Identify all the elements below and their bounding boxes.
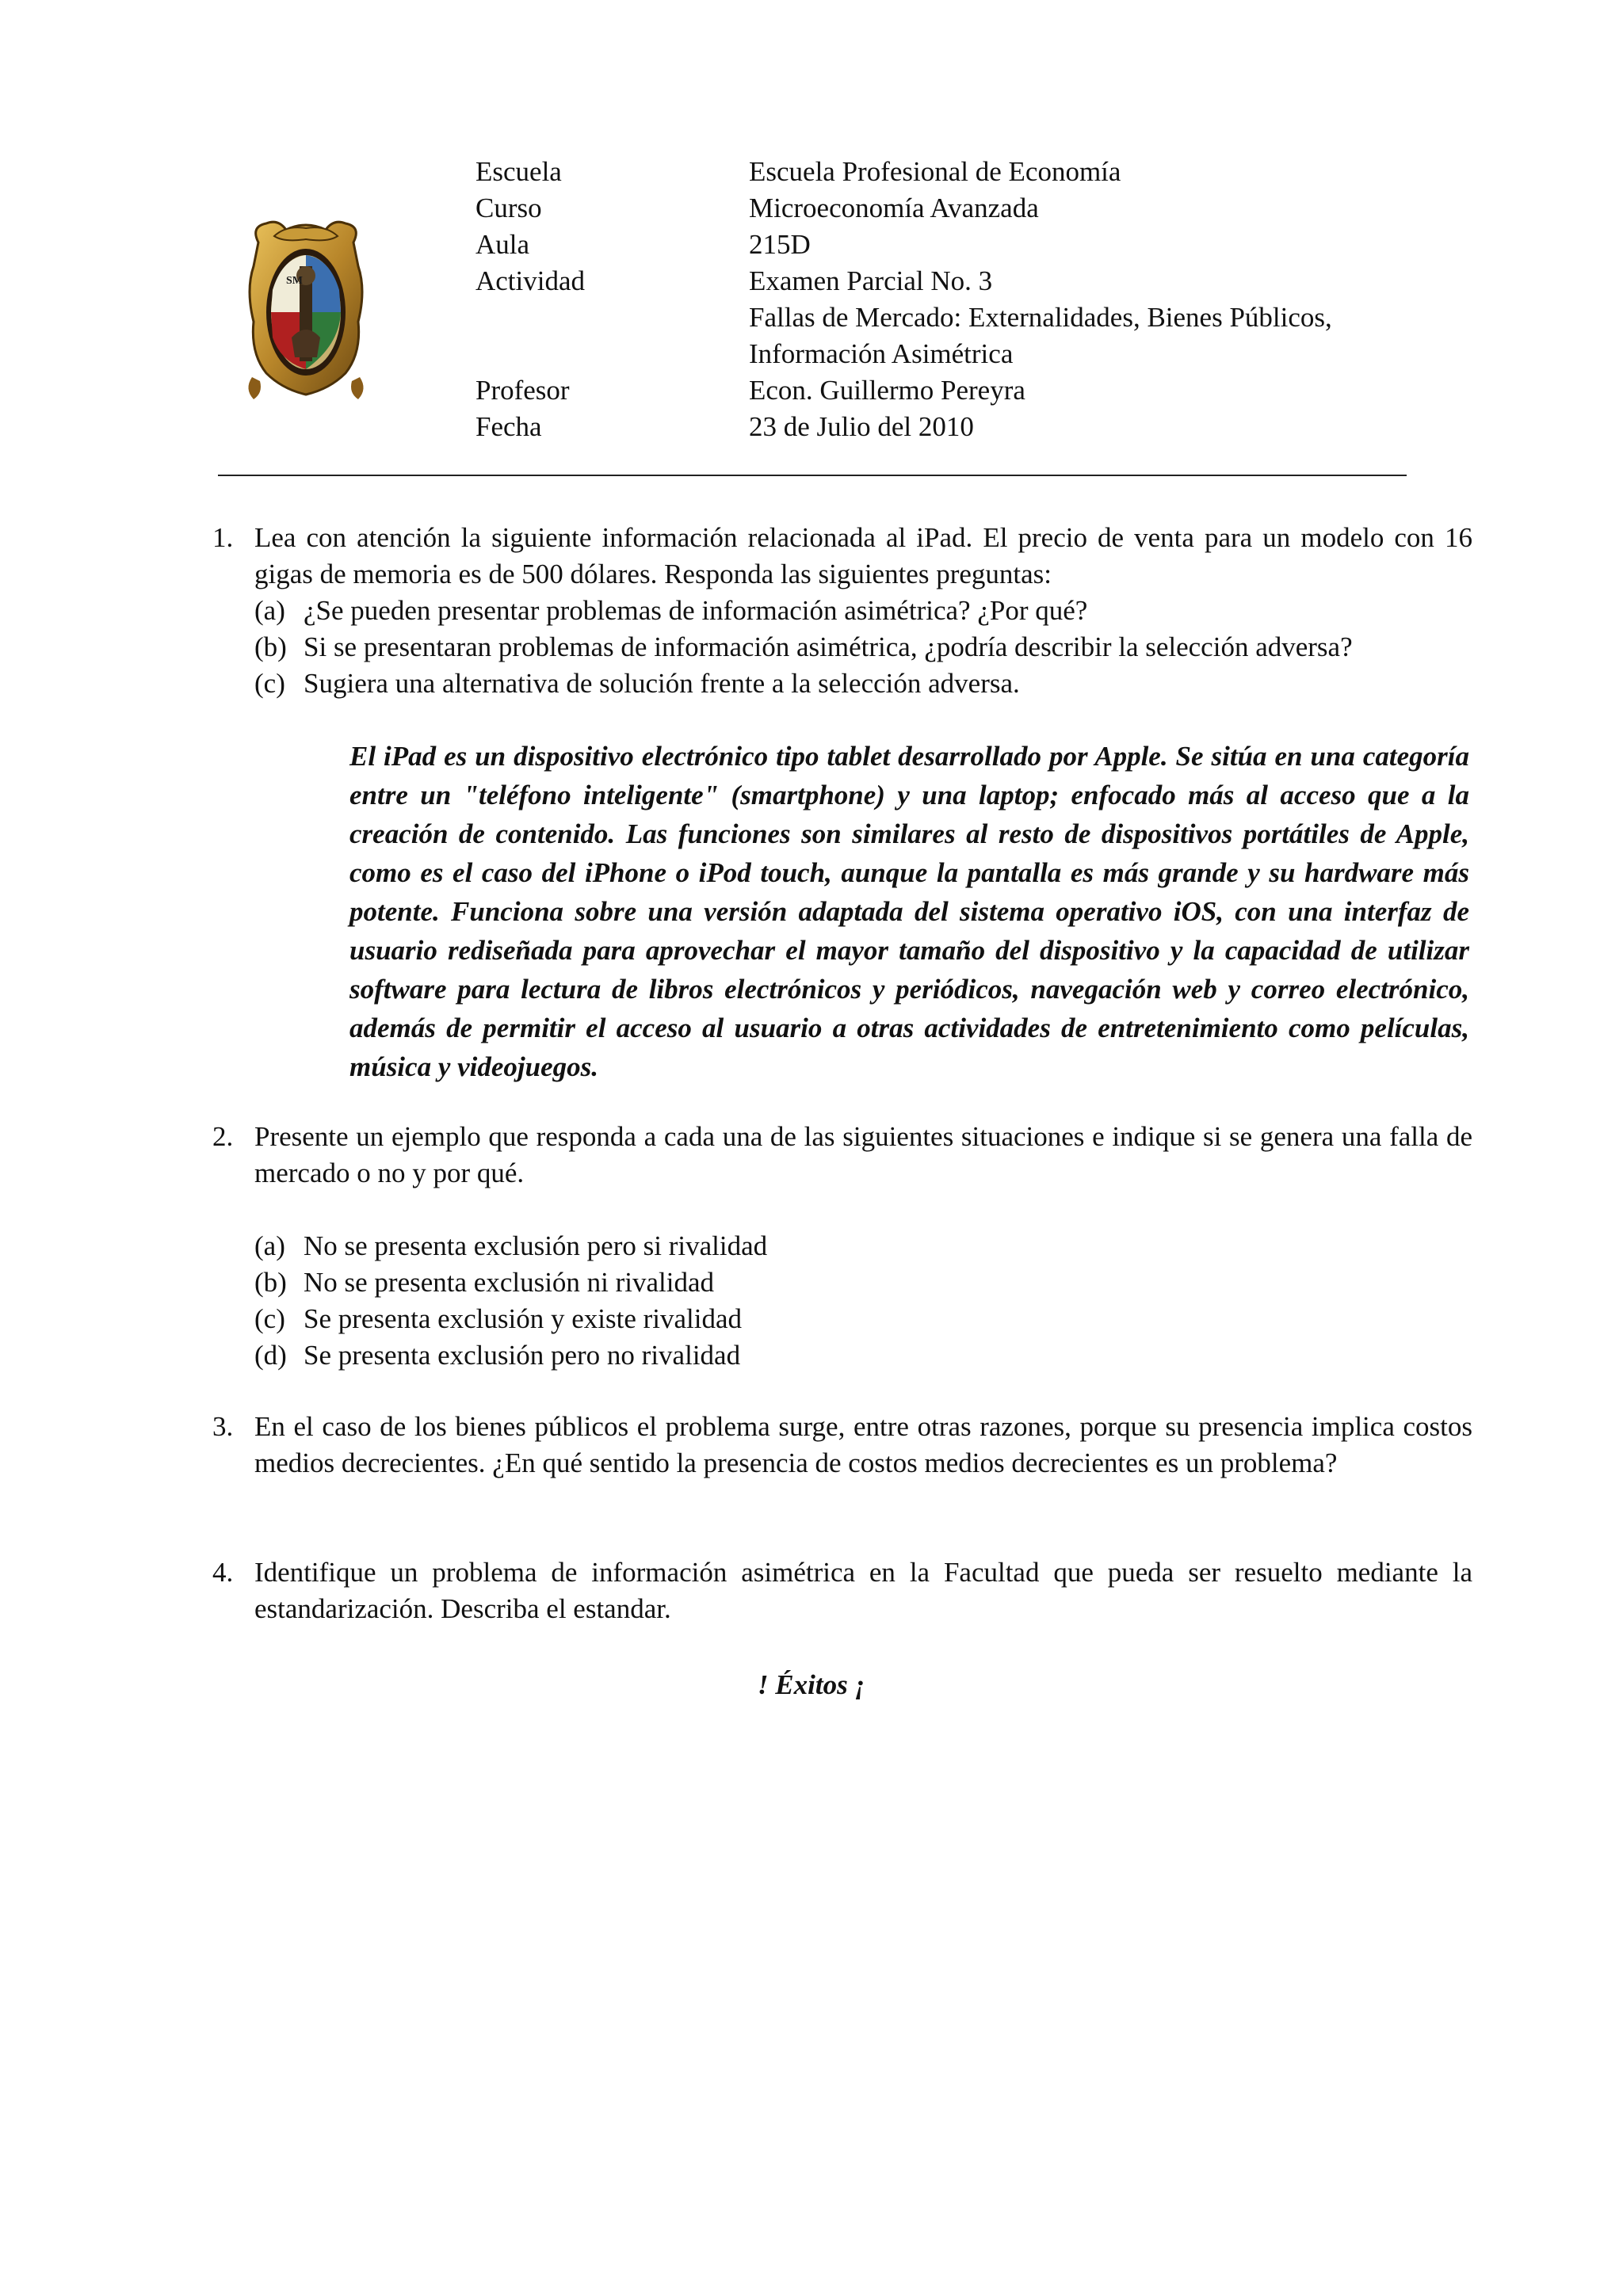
sub-item-text: No se presenta exclusión pero si rivalidad: [304, 1230, 768, 1261]
question-number: 4.: [212, 1557, 234, 1588]
question-text: Identifique un problema de información asimétrica en la Facultad que pueda ser resuelto mediante la estandarización. Describa el estandar.: [254, 1557, 1472, 1624]
sub-item-text: Se presenta exclusión y existe rivalidad: [304, 1303, 743, 1334]
sub-item-a: [254, 593, 1472, 629]
header-label: Profesor: [475, 375, 570, 406]
header-row-escuela: [475, 154, 1506, 190]
header-label: Aula: [475, 229, 530, 260]
question-text: Presente un ejemplo que responda a cada una de las siguientes situaciones e indique si se genera una falla de mercado o no y por qué.: [254, 1121, 1472, 1188]
sub-item-mark: (a): [254, 1230, 285, 1261]
header-value: Microeconomía Avanzada: [749, 193, 1039, 223]
header-row-profesor: [475, 372, 1506, 409]
header-value: 215D: [749, 229, 811, 260]
header-row-aula: [475, 227, 1506, 263]
sub-item-c: [254, 1301, 1472, 1337]
sub-item-a: [254, 1228, 1472, 1264]
header-value: Fallas de Mercado: Externalidades, Bienes Públicos,: [749, 302, 1332, 333]
sub-item-mark: (c): [254, 1303, 285, 1334]
sub-item-text: Sugiera una alternativa de solución frente a la selección adversa.: [304, 668, 1020, 699]
sub-item-b: [254, 629, 1472, 666]
sub-item-mark: (b): [254, 631, 287, 662]
sub-item-mark: (c): [254, 668, 285, 699]
header-label: Actividad: [475, 265, 586, 296]
header-label: Curso: [475, 193, 542, 223]
question-number: 2.: [212, 1121, 234, 1152]
sub-item-mark: (b): [254, 1267, 287, 1298]
header-value: Información Asimétrica: [749, 338, 1014, 369]
header-row-actividad-cont: [475, 299, 1506, 336]
question-number: 3.: [212, 1411, 234, 1442]
question-text: Lea con atención la siguiente información relacionada al iPad. El precio de venta para un modelo con 16 gigas de memoria es de 500 dólares. Responda las siguientes preguntas:: [254, 522, 1472, 589]
header-label: [475, 299, 749, 336]
question-2: [212, 1119, 1472, 1374]
closing-message: ! Éxitos ¡: [757, 1669, 866, 1700]
question-4: [212, 1554, 1472, 1627]
header-row-curso: [475, 190, 1506, 227]
sub-item-text: No se presenta exclusión ni rivalidad: [304, 1267, 715, 1298]
header-value: Examen Parcial No. 3: [749, 265, 993, 296]
sub-item-text: ¿Se pueden presentar problemas de información asimétrica? ¿Por qué?: [304, 595, 1088, 626]
sub-item-d: [254, 1337, 1472, 1374]
header-label: [475, 336, 749, 372]
header-value: Econ. Guillermo Pereyra: [749, 375, 1025, 406]
header-label: Fecha: [475, 411, 542, 442]
header-value: Escuela Profesional de Economía: [749, 156, 1121, 187]
sub-item-mark: (a): [254, 595, 285, 626]
header-row-fecha: [475, 409, 1506, 445]
sub-item-mark: (d): [254, 1340, 287, 1371]
header-value: 23 de Julio del 2010: [749, 411, 974, 442]
question-1: [212, 520, 1472, 702]
header-divider: [218, 475, 1407, 476]
header-row-actividad: [475, 263, 1506, 299]
header-row-actividad-cont2: [475, 336, 1506, 372]
header-label: Escuela: [475, 156, 562, 187]
ipad-quote-block: El iPad es un dispositivo electrónico tipo tablet desarrollado por Apple. Se sitúa en una categoría entre un "teléfono inteligente" (smartphone) y una laptop; enfocado más al acceso que a la creación de contenido. Las funciones son similares al resto de dispositivos portátiles de Apple, como es el caso del iPhone o iPod touch, aunque la pantalla es más grande y su hardware más potente. Funciona sobre una versión adaptada del sistema operativo iOS, con una interfaz de usuario rediseñada para aprovechar el mayor tamaño del dispositivo y la capacidad de utilizar software para lectura de libros electrónicos y periódicos, navegación web y correo electrónico, además de permitir el acceso al usuario a otras actividades de entretenimiento como películas, música y videojuegos.: [349, 741, 1469, 1082]
question-3: [212, 1409, 1472, 1482]
question-number: 1.: [212, 522, 234, 553]
sub-item-b: [254, 1264, 1472, 1301]
university-crest-logo: [242, 219, 369, 402]
question-text: En el caso de los bienes públicos el problema surge, entre otras razones, porque su presencia implica costos medios decrecientes. ¿En qué sentido la presencia de costos medios decrecientes es un problema?: [254, 1411, 1472, 1478]
sub-item-text: Si se presentaran problemas de información asimétrica, ¿podría describir la selección adversa?: [304, 631, 1353, 662]
sub-item-c: [254, 666, 1472, 702]
crest-monogram: SM: [286, 275, 303, 287]
sub-item-text: Se presenta exclusión pero no rivalidad: [304, 1340, 741, 1371]
